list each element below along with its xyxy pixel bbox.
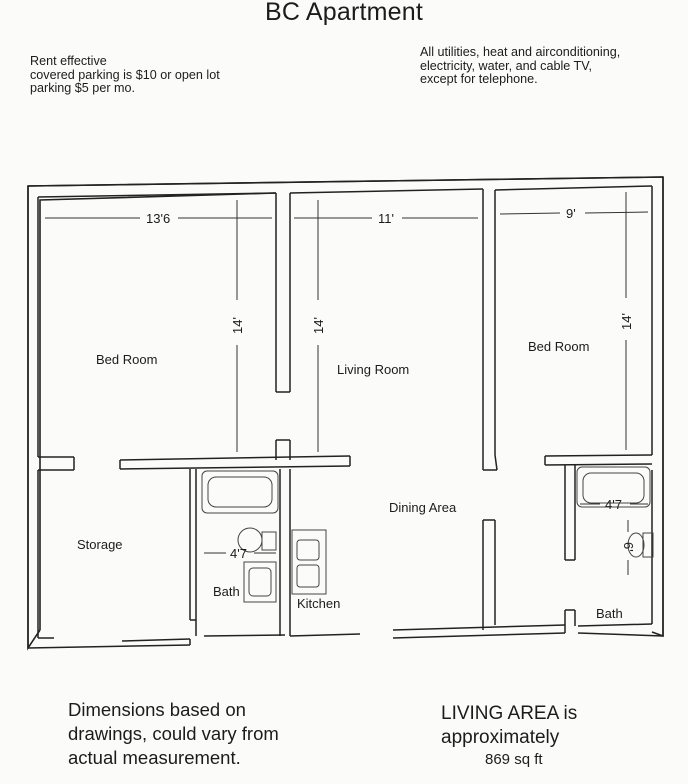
dim-living-width: 11' xyxy=(378,211,394,226)
bath-right-label: Bath xyxy=(596,606,623,621)
fixtures xyxy=(202,467,653,602)
living-area-line: LIVING AREA is xyxy=(441,703,578,724)
utilities-note-line: All utilities, heat and airconditioning, xyxy=(420,45,621,59)
dimension-lines xyxy=(45,192,648,575)
dim-bedroom-right-width: 9' xyxy=(566,206,576,221)
rent-note-line: covered parking is $10 or open lot xyxy=(30,67,220,82)
disclaimer xyxy=(68,698,368,770)
dim-bath-right-width: 4'7 xyxy=(605,497,622,512)
disclaimer-line: drawings, could vary from xyxy=(68,723,279,744)
dim-bath-right-depth: 6' xyxy=(621,542,636,552)
kitchen-label: Kitchen xyxy=(297,596,341,611)
living-area-note xyxy=(441,702,671,770)
bedroom-right-label: Bed Room xyxy=(528,339,590,354)
dim-bedroom-left-depth: 14' xyxy=(230,317,245,334)
dim-bath-left-width: 4'7 xyxy=(230,546,247,561)
rent-note-line: parking $5 per mo. xyxy=(30,81,136,95)
dim-living-depth: 14' xyxy=(311,317,326,334)
dining-area-label: Dining Area xyxy=(389,500,457,515)
dim-bedroom-right-depth: 14' xyxy=(619,313,634,330)
utilities-note-line: electricity, water, and cable TV, xyxy=(420,58,592,73)
living-room-label: Living Room xyxy=(337,362,410,377)
outer-walls xyxy=(28,177,663,648)
page-title: BC Apartment xyxy=(264,0,424,26)
utilities-note-line: except for telephone. xyxy=(420,72,538,86)
wall-lines xyxy=(28,177,663,648)
disclaimer-line: actual measurement. xyxy=(68,747,241,768)
disclaimer-line: Dimensions based on xyxy=(68,699,246,720)
sqft-value: 869 sq ft xyxy=(485,751,543,768)
bath-left-label: Bath xyxy=(213,584,240,599)
storage-label: Storage xyxy=(77,537,123,552)
dim-bedroom-left-width: 13'6 xyxy=(146,211,171,226)
living-area-line: approximately xyxy=(441,727,560,748)
rent-note-line: Rent effective xyxy=(30,54,107,68)
bedroom-left-label: Bed Room xyxy=(96,352,158,367)
